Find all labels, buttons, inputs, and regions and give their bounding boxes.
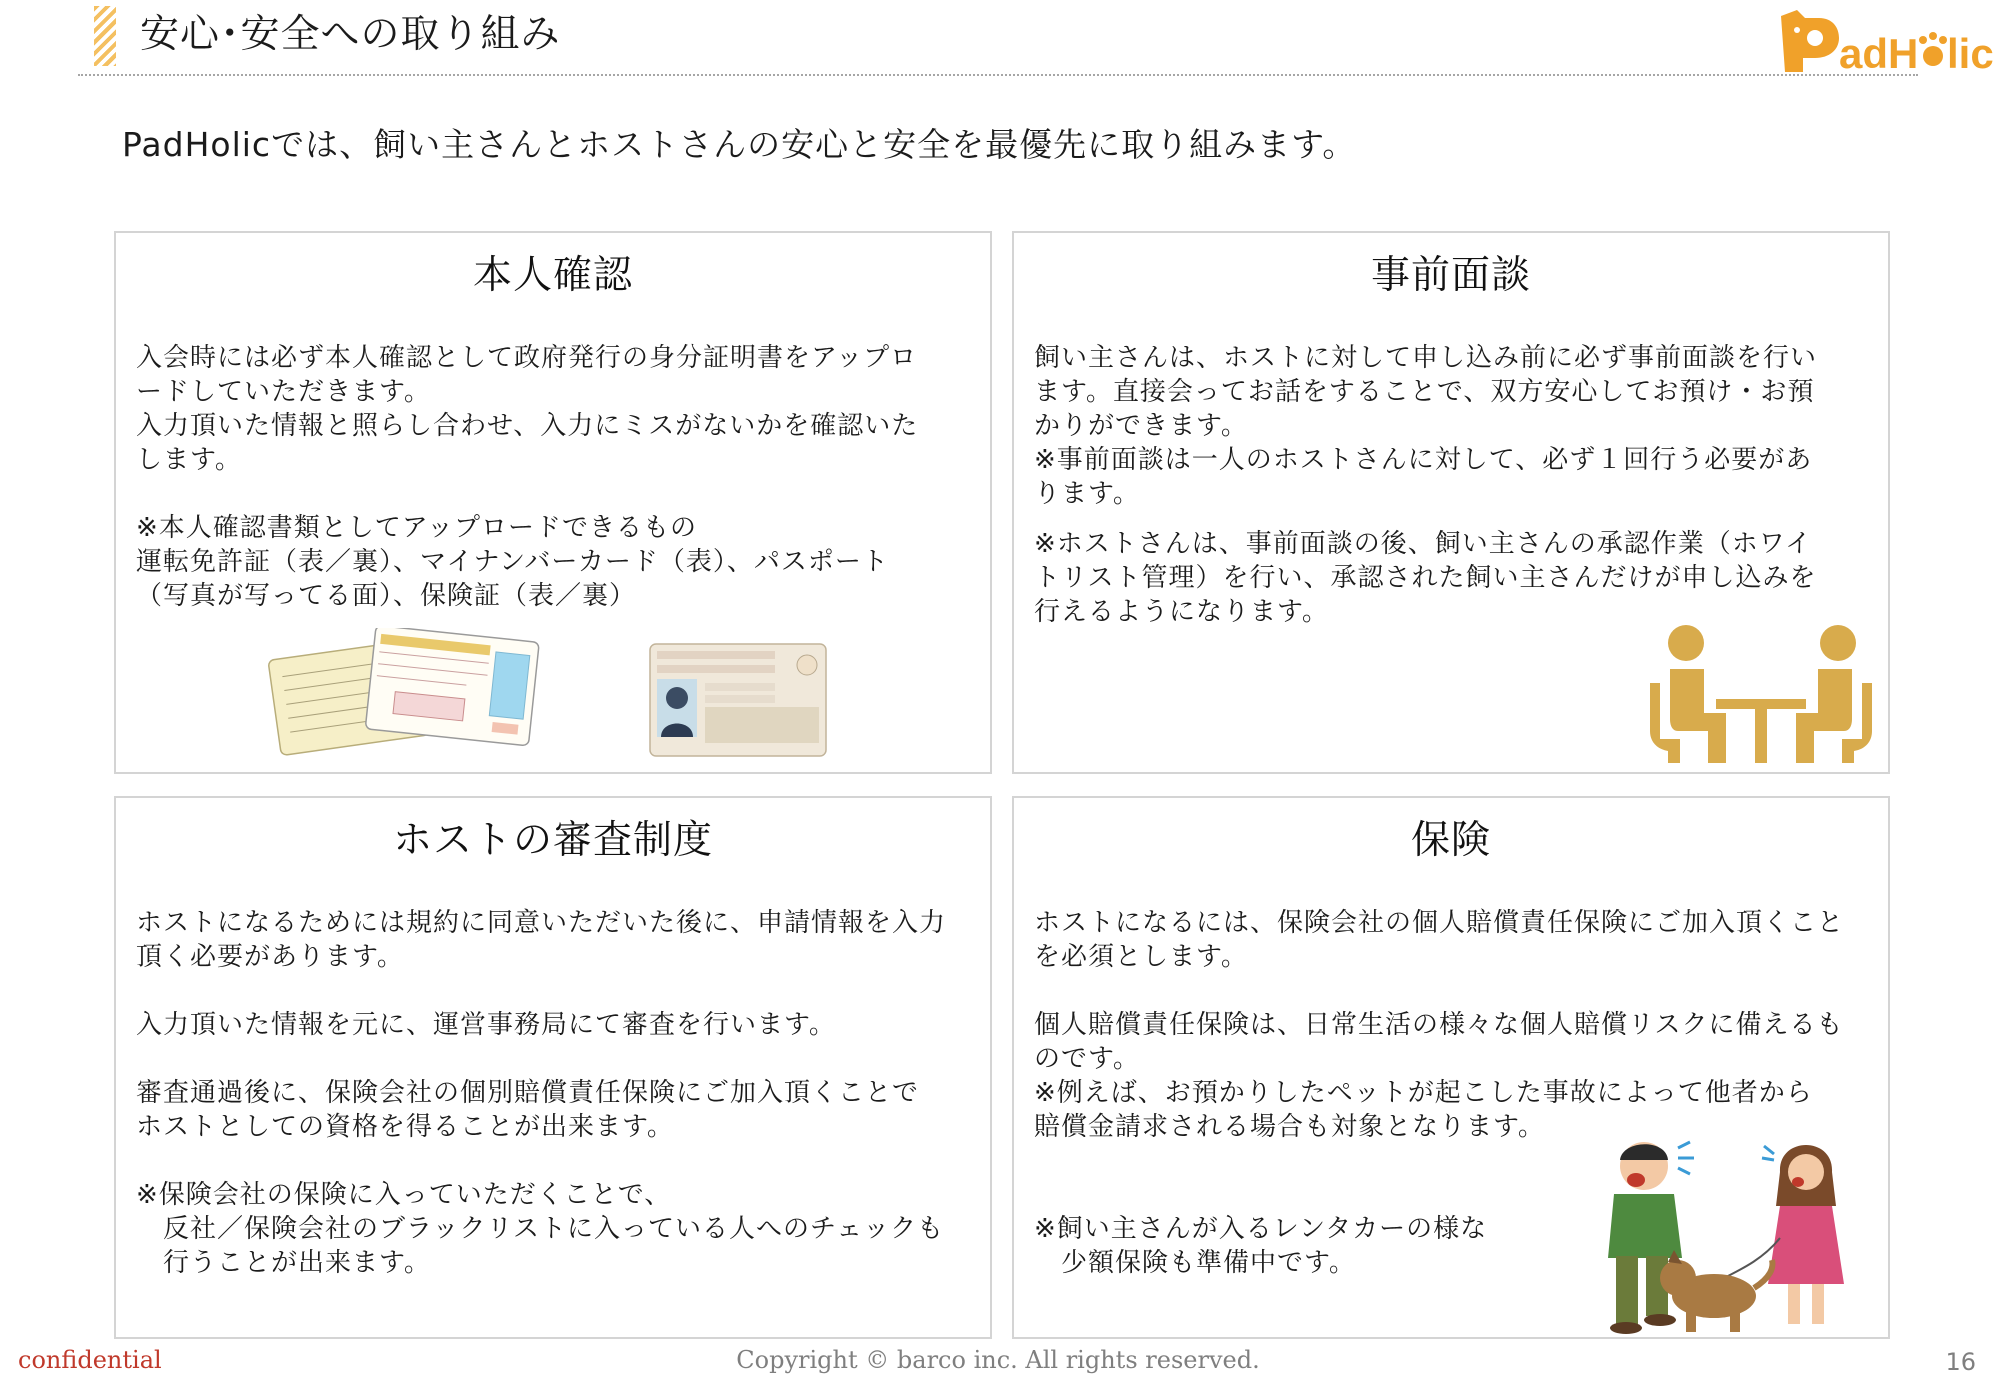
confidential-label: confidential [18,1346,162,1374]
intro-statement: PadHolicでは、飼い主さんとホストさんの安心と安全を最優先に取り組みます。 [122,125,1357,164]
svg-text:adH: adH [1839,30,1919,76]
header-divider [78,74,1918,76]
panel-host-screening [114,796,992,1339]
copyright-notice: Copyright © barco inc. All rights reserved. [736,1346,1260,1374]
panel-paragraph: ※本人確認書類としてアップロードできるもの 運転免許証（表／裏）、マイナンバーカード（表）、パスポート （写真が写ってる面）、保険証（表／裏） [136,513,889,611]
panel-paragraph: 入力頂いた情報を元に、運営事務局にて審査を行います。 [136,1010,836,1040]
panel-insurance [1012,796,1890,1339]
meeting-table-icon [1646,621,1876,771]
panel-paragraph: ホストになるには、保険会社の個人賠償責任保険にご加入頂くこと を必須とします。 [1034,908,1845,972]
header-accent-stripe [94,6,116,66]
panel-title: 保険 [1410,818,1491,863]
panel-identity-verification [114,231,992,774]
panel-paragraph: ※飼い主さんが入るレンタカーの様な 少額保険も準備中です。 [1034,1214,1488,1278]
padholic-logo [1775,6,1995,76]
page-title: 安心･安全への取り組み [140,12,561,57]
page-number: 16 [1945,1348,1976,1376]
panel-paragraph: 審査通過後に、保険会社の個別賠償責任保険にご加入頂くことで ホストとしての資格を得ることが出来ます。 [136,1078,920,1142]
panel-title: 本人確認 [472,253,633,298]
panel-title: 事前面談 [1370,253,1531,298]
panel-paragraph: ※ホストさんは、事前面談の後、飼い主さんの承認作業（ホワイ トリスト管理）を行い、承認された飼い主さんだけが申し込みを 行えるようになります。 [1034,529,1817,627]
drivers-license-illustration [266,628,546,758]
dog-bite-illustration [1574,1128,1874,1338]
panel-paragraph: 飼い主さんは、ホストに対して申し込み前に必ず事前面談を行い ます。直接会ってお話をすることで、双方安心してお預け・お預 かりができます。 ※事前面談は一人のホストさんに対して、必ず１回行う必要があ ります。 [1034,343,1818,509]
panel-paragraph: 入会時には必ず本人確認として政府発行の身分証明書をアップロ ードしていただきます。 入力頂いた情報と照らし合わせ、入力にミスがないかを確認いた します。 [136,343,919,475]
panel-paragraph: 個人賠償責任保険は、日常生活の様々な個人賠償リスクに備えるも のです。 ※例えば、お預かりしたペットが起こした事故によって他者から 賠償金請求される場合も対象となります。 [1034,1010,1844,1142]
panel-pre-meeting [1012,231,1890,774]
panel-paragraph: ホストになるためには規約に同意いただいた後に、申請情報を入力 頂く必要があります。 [136,908,947,972]
svg-text:lic: lic [1947,30,1994,76]
my-number-card-illustration [649,643,827,757]
panel-paragraph: ※保険会社の保険に入っていただくことで、 反社／保険会社のブラックリストに入っている人へのチェックも 行うことが出来ます。 [136,1180,945,1278]
panel-title: ホストの審査制度 [392,818,713,863]
